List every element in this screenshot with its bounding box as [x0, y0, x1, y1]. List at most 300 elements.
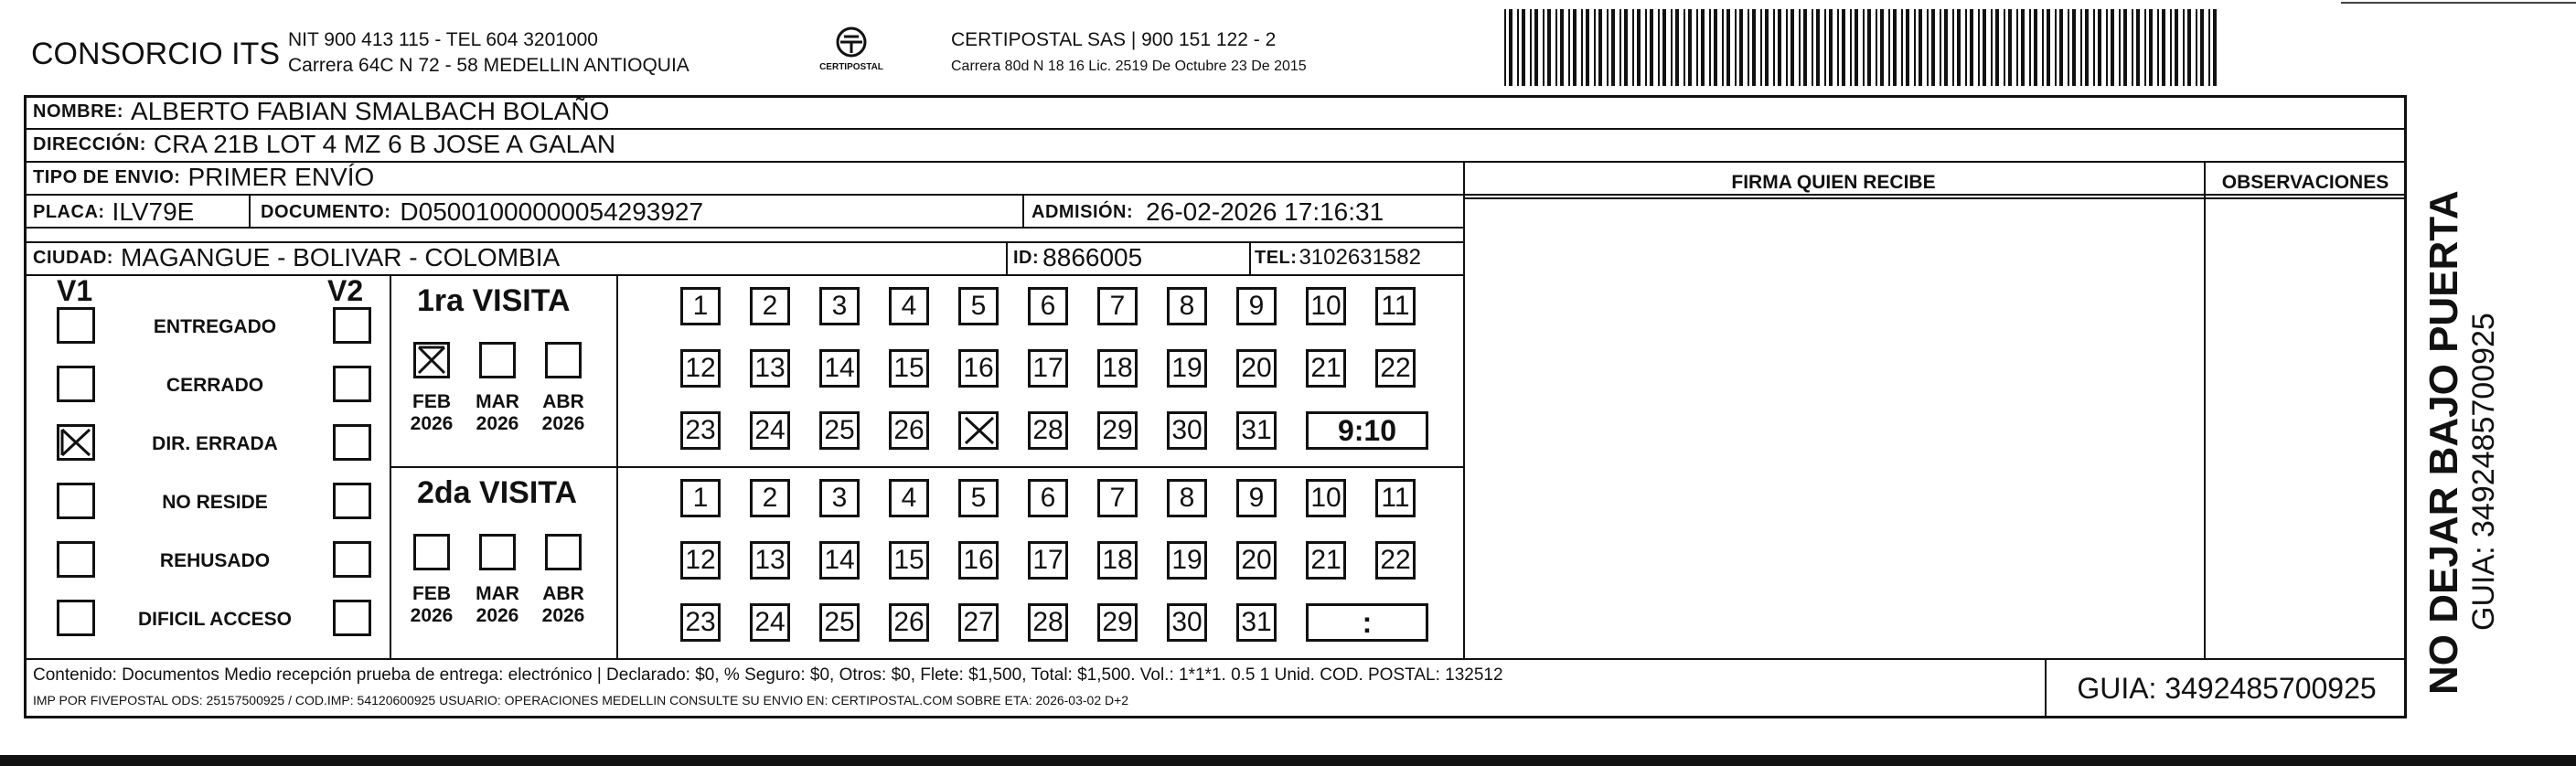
barcode-bar — [2021, 9, 2025, 86]
year-label: 2026 — [541, 605, 585, 626]
day-number: 23 — [685, 607, 716, 637]
barcode-bar — [2098, 9, 2101, 86]
day-box[interactable] — [1028, 541, 1068, 580]
barcode-bar — [1816, 9, 1820, 86]
day-box[interactable] — [1306, 541, 1346, 580]
visit-title: 2da VISITA — [417, 475, 578, 510]
day-box[interactable] — [1028, 411, 1068, 450]
day-box[interactable] — [1306, 479, 1346, 517]
day-number: 26 — [893, 415, 925, 445]
barcode-bar — [1517, 9, 1519, 86]
day-number: 25 — [824, 415, 855, 445]
month-label: ABR — [542, 583, 584, 604]
v2-checkbox[interactable] — [333, 541, 371, 578]
day-number: 18 — [1102, 545, 1133, 575]
month-checkbox[interactable] — [545, 534, 582, 570]
placa-value: ILV79E — [112, 197, 195, 226]
day-number: 24 — [754, 415, 786, 445]
day-box[interactable] — [819, 479, 860, 517]
day-box[interactable] — [1028, 349, 1068, 388]
barcode-bar — [1837, 9, 1839, 86]
day-box[interactable] — [889, 479, 929, 517]
day-box[interactable] — [1167, 411, 1207, 450]
day-box[interactable] — [750, 287, 790, 325]
logo-text: CERTIPOSTAL — [819, 62, 883, 72]
barcode-bar — [2157, 9, 2159, 86]
day-box[interactable] — [1167, 287, 1207, 325]
barcode-bar — [1888, 9, 1890, 86]
status-label: DIR. ERRADA — [152, 433, 278, 454]
barcode-bar — [1573, 9, 1577, 86]
footer-content: Contenido: Documentos Medio recepción prueba de entrega: electrónico | Declarado: $0, % Seguro: $0, Otros: $0, Flete: $1,500, Total: $1,500. Vol.: 1*1*1. 0.5 1 Unid. COD. POSTAL: 132512 — [33, 665, 1503, 685]
barcode-bar — [1790, 9, 1794, 86]
day-box[interactable] — [889, 411, 929, 450]
carrier-address: Carrera 80d N 18 16 Lic. 2519 De Octubre 23 De 2015 — [951, 59, 1307, 74]
day-box[interactable] — [819, 411, 860, 450]
day-box[interactable] — [819, 349, 860, 388]
barcode-bar — [2008, 9, 2012, 86]
day-box[interactable] — [958, 541, 999, 580]
day-box[interactable] — [1097, 287, 1138, 325]
barcode-bar — [1991, 9, 1993, 86]
day-box[interactable] — [1375, 287, 1416, 325]
barcode-bar — [1824, 9, 1826, 86]
v1-checkbox[interactable] — [57, 600, 95, 636]
barcode-bar — [2149, 9, 2153, 86]
day-number: 12 — [685, 545, 716, 575]
barcode-bar — [2055, 9, 2057, 86]
barcode-bar — [1637, 9, 1641, 86]
admision-value: 26-02-2026 17:16:31 — [1146, 197, 1384, 226]
barcode-bar — [2123, 9, 2127, 86]
day-box[interactable] — [1375, 479, 1416, 517]
day-box[interactable] — [1375, 541, 1416, 580]
v1-checkbox[interactable] — [57, 366, 95, 402]
barcode-bar — [1683, 9, 1685, 86]
day-number: 1 — [692, 483, 709, 513]
day-number: 10 — [1310, 291, 1341, 321]
day-number: 24 — [754, 607, 786, 637]
barcode-bar — [1876, 9, 1877, 86]
month-label: MAR — [476, 391, 519, 412]
day-box[interactable] — [958, 411, 999, 450]
day-box[interactable] — [680, 603, 721, 642]
barcode-bar — [1658, 9, 1660, 86]
month-checkbox[interactable] — [479, 342, 516, 378]
barcode-bar — [2132, 9, 2133, 86]
day-box[interactable] — [1167, 603, 1207, 642]
time-box[interactable] — [1306, 411, 1428, 450]
day-box[interactable] — [958, 603, 999, 642]
barcode-bar — [1645, 9, 1647, 86]
top-right-dashes — [2341, 2, 2576, 4]
day-number: 8 — [1179, 483, 1195, 513]
day-box[interactable] — [1097, 603, 1138, 642]
barcode-bar — [2068, 9, 2069, 86]
month-checkbox[interactable] — [413, 342, 450, 378]
day-number: 19 — [1171, 353, 1202, 383]
barcode-bar — [1739, 9, 1743, 86]
barcode-bar — [2085, 9, 2089, 86]
day-box[interactable] — [1028, 479, 1068, 517]
id-label: ID: — [1013, 247, 1040, 268]
barcode-bar — [2059, 9, 2063, 86]
day-box[interactable] — [680, 411, 721, 450]
day-number: 9 — [1248, 291, 1265, 321]
visit-title: 1ra VISITA — [417, 283, 571, 318]
barcode-bar — [1842, 9, 1845, 86]
barcode-bar — [1931, 9, 1935, 86]
barcode-bar — [1522, 9, 1525, 86]
barcode-bar — [1901, 9, 1903, 86]
day-number: 15 — [893, 353, 925, 383]
day-box[interactable] — [958, 287, 999, 325]
v2-checkbox[interactable] — [333, 600, 371, 636]
day-number: 4 — [901, 483, 917, 513]
barcode-bar — [2136, 9, 2140, 86]
barcode-bar — [1607, 9, 1609, 86]
barcode-bar — [1696, 9, 1698, 86]
day-box[interactable] — [958, 479, 999, 517]
day-number: 5 — [970, 483, 987, 513]
day-box[interactable] — [750, 411, 790, 450]
day-box[interactable] — [1097, 349, 1138, 388]
barcode-bar — [1812, 9, 1813, 86]
check-x-icon — [59, 427, 92, 458]
barcode-icon — [1504, 7, 2222, 88]
barcode-bar — [1619, 9, 1621, 86]
status-label: ENTREGADO — [153, 316, 277, 337]
tipo-envio-value: PRIMER ENVÍO — [187, 163, 375, 191]
nombre-label: NOMBRE: — [33, 101, 124, 122]
barcode-bar — [1662, 9, 1666, 86]
day-box[interactable] — [750, 479, 790, 517]
barcode-bar — [1867, 9, 1871, 86]
barcode-bar — [2106, 9, 2108, 86]
barcode-bar — [1543, 9, 1545, 86]
day-number: 2 — [762, 483, 778, 513]
barcode-bar — [1803, 9, 1807, 86]
barcode-bar — [1978, 9, 1980, 86]
day-number: 17 — [1032, 545, 1064, 575]
barcode-bar — [1799, 9, 1801, 86]
documento-label: DOCUMENTO: — [261, 201, 391, 222]
day-box[interactable] — [750, 349, 790, 388]
month-label: ABR — [542, 391, 584, 412]
barcode — [1504, 7, 2222, 88]
day-number: 14 — [824, 545, 855, 575]
day-number: 21 — [1310, 353, 1341, 383]
barcode-bar — [2034, 9, 2037, 86]
day-number: 22 — [1380, 545, 1411, 575]
day-box[interactable] — [680, 479, 721, 517]
month-label: FEB — [412, 391, 451, 412]
year-label: 2026 — [541, 413, 585, 434]
barcode-bar — [2111, 9, 2114, 86]
barcode-bar — [1598, 9, 1602, 86]
barcode-bar — [1919, 9, 1922, 86]
day-number: 10 — [1310, 483, 1341, 513]
barcode-bar — [1581, 9, 1583, 86]
barcode-bar — [1675, 9, 1679, 86]
barcode-bar — [2175, 9, 2178, 86]
year-label: 2026 — [410, 413, 454, 434]
barcode-bar — [1863, 9, 1865, 86]
barcode-bar — [2162, 9, 2165, 86]
v2-checkbox[interactable] — [333, 483, 371, 519]
day-number: 6 — [1040, 483, 1056, 513]
day-number: 30 — [1171, 415, 1202, 445]
day-box[interactable] — [1375, 349, 1416, 388]
barcode-bar — [1786, 9, 1788, 86]
barcode-bar — [1632, 9, 1634, 86]
year-label: 2026 — [410, 605, 454, 626]
day-box[interactable] — [1167, 479, 1207, 517]
barcode-bar — [1748, 9, 1749, 86]
barcode-bar — [1709, 9, 1711, 86]
barcode-bar — [1560, 9, 1564, 86]
day-box[interactable] — [958, 349, 999, 388]
day-box[interactable] — [889, 287, 929, 325]
side-guia: GUIA: 3492485700925 — [2466, 313, 2501, 631]
day-number: 19 — [1171, 545, 1202, 575]
company-name: CONSORCIO ITS — [31, 37, 281, 71]
day-number: 29 — [1102, 607, 1133, 637]
barcode-bar — [1778, 9, 1781, 86]
day-number: 27 — [963, 607, 994, 637]
barcode-bar — [1983, 9, 1986, 86]
day-box[interactable] — [1167, 541, 1207, 580]
check-x-icon — [961, 413, 996, 448]
day-number: 25 — [824, 607, 855, 637]
barcode-bar — [1995, 9, 1999, 86]
barcode-bar — [1970, 9, 1973, 86]
placa-label: PLACA: — [33, 201, 105, 222]
company-nit: NIT 900 413 115 - TEL 604 3201000 — [288, 29, 598, 50]
id-value: 8866005 — [1042, 243, 1143, 271]
v2-header: V2 — [327, 274, 364, 307]
barcode-bar — [1906, 9, 1909, 86]
day-box[interactable] — [1097, 479, 1138, 517]
year-label: 2026 — [476, 605, 519, 626]
barcode-bar — [1611, 9, 1615, 86]
direccion-value: CRA 21B LOT 4 MZ 6 B JOSE A GALAN — [153, 130, 616, 158]
day-number: 4 — [901, 291, 917, 321]
barcode-bar — [2072, 9, 2076, 86]
barcode-bar — [1927, 9, 1929, 86]
barcode-bar — [1547, 9, 1551, 86]
status-label: NO RESIDE — [162, 492, 268, 513]
barcode-bar — [2208, 9, 2210, 86]
month-label: MAR — [476, 583, 519, 604]
day-number: 7 — [1109, 483, 1126, 513]
firma-header: FIRMA QUIEN RECIBE — [1731, 172, 1936, 193]
day-number: 13 — [754, 353, 786, 383]
barcode-bar — [2029, 9, 2031, 86]
barcode-bar — [1765, 9, 1769, 86]
barcode-bar — [1671, 9, 1673, 86]
barcode-bar — [1944, 9, 1948, 86]
tel-label: TEL: — [1255, 247, 1298, 268]
barcode-bar — [1773, 9, 1775, 86]
day-box[interactable] — [819, 287, 860, 325]
day-number: 17 — [1032, 353, 1064, 383]
barcode-bar — [1586, 9, 1589, 86]
day-box[interactable] — [750, 541, 790, 580]
tipo-envio-label: TIPO DE ENVIO: — [33, 166, 181, 187]
v1-checkbox[interactable] — [57, 483, 95, 519]
v2-checkbox[interactable] — [333, 424, 371, 461]
barcode-bar — [1735, 9, 1737, 86]
day-box[interactable] — [1028, 287, 1068, 325]
barcode-bar — [1965, 9, 1967, 86]
day-box[interactable] — [1028, 603, 1068, 642]
day-number: 9 — [1248, 483, 1265, 513]
barcode-bar — [1952, 9, 1954, 86]
barcode-bar — [1568, 9, 1570, 86]
day-number: 12 — [685, 353, 716, 383]
month-checkbox[interactable] — [545, 342, 582, 378]
footer-guia-box — [2045, 660, 2407, 717]
barcode-bar — [1893, 9, 1897, 86]
barcode-bar — [1850, 9, 1852, 86]
v1-header: V1 — [57, 274, 93, 307]
day-number: 16 — [963, 353, 994, 383]
direccion-label: DIRECCIÓN: — [33, 133, 146, 154]
day-number: 20 — [1241, 545, 1272, 575]
day-box[interactable] — [1097, 541, 1138, 580]
barcode-bar — [1714, 9, 1717, 86]
day-number: 18 — [1102, 353, 1133, 383]
day-box[interactable] — [1236, 603, 1277, 642]
barcode-bar — [1509, 9, 1512, 86]
status-label: REHUSADO — [159, 550, 271, 571]
day-box[interactable] — [819, 603, 860, 642]
v2-checkbox[interactable] — [333, 307, 371, 344]
time-box[interactable] — [1306, 603, 1428, 642]
day-number: 16 — [963, 545, 994, 575]
tel-value: 3102631582 — [1299, 245, 1421, 270]
day-box[interactable] — [1306, 349, 1346, 388]
barcode-bar — [1752, 9, 1756, 86]
company-address: Carrera 64C N 72 - 58 MEDELLIN ANTIOQUIA — [288, 55, 689, 76]
day-box[interactable] — [889, 541, 929, 580]
barcode-bar — [2200, 9, 2204, 86]
barcode-bar — [1957, 9, 1961, 86]
day-box[interactable] — [1236, 349, 1277, 388]
day-box[interactable] — [1097, 411, 1138, 450]
day-box[interactable] — [680, 287, 721, 325]
day-box[interactable] — [1306, 287, 1346, 325]
check-x-icon — [416, 345, 447, 376]
time-value: : — [1362, 605, 1373, 639]
day-number: 11 — [1381, 291, 1410, 321]
day-number: 6 — [1040, 291, 1056, 321]
barcode-bar — [1855, 9, 1858, 86]
day-number: 28 — [1032, 415, 1064, 445]
day-number: 29 — [1102, 415, 1133, 445]
day-box[interactable] — [680, 541, 721, 580]
day-box[interactable] — [680, 349, 721, 388]
day-box[interactable] — [819, 541, 860, 580]
v1-checkbox[interactable] — [57, 424, 95, 461]
day-box[interactable] — [1236, 479, 1277, 517]
year-label: 2026 — [476, 413, 519, 434]
v1-checkbox[interactable] — [57, 541, 95, 578]
barcode-bar — [2119, 9, 2121, 86]
footer-guia: GUIA: 3492485700925 — [2077, 671, 2377, 705]
day-number: 28 — [1032, 607, 1064, 637]
month-checkbox[interactable] — [413, 534, 450, 570]
barcode-bar — [2187, 9, 2191, 86]
day-number: 14 — [824, 353, 855, 383]
barcode-bar — [1760, 9, 1762, 86]
day-number: 22 — [1380, 353, 1411, 383]
day-box[interactable] — [1236, 287, 1277, 325]
barcode-bar — [1688, 9, 1692, 86]
barcode-bar — [2183, 9, 2185, 86]
barcode-bar — [1504, 9, 1506, 86]
barcode-bar — [1701, 9, 1705, 86]
day-box[interactable] — [1167, 349, 1207, 388]
day-number: 15 — [893, 545, 925, 575]
nombre-value: ALBERTO FABIAN SMALBACH BOLAÑO — [131, 97, 610, 125]
barcode-bar — [2144, 9, 2146, 86]
barcode-bar — [2080, 9, 2082, 86]
footer-imp: IMP POR FIVEPOSTAL ODS: 25157500925 / COD.IMP: 54120600925 USUARIO: OPERACIONES MEDELLIN CONSULTE SU ENVIO EN: CERTIPOSTAL.COM SOBRE ETA: 2026-03-02 D+2 — [33, 693, 1129, 707]
observaciones-header: OBSERVACIONES — [2221, 172, 2389, 193]
barcode-bar — [1722, 9, 1724, 86]
day-number: 3 — [831, 483, 848, 513]
status-label: DIFICIL ACCESO — [137, 609, 292, 630]
month-checkbox[interactable] — [479, 534, 516, 570]
barcode-bar — [2196, 9, 2197, 86]
day-number: 13 — [754, 545, 786, 575]
status-label: CERRADO — [166, 375, 264, 396]
v1-checkbox[interactable] — [57, 307, 95, 344]
day-number: 31 — [1241, 607, 1272, 637]
day-number: 2 — [762, 291, 778, 321]
bottom-edge-bar — [0, 755, 2576, 766]
day-box[interactable] — [750, 603, 790, 642]
v2-checkbox[interactable] — [333, 366, 371, 402]
no-dejar-bajo-puerta: NO DEJAR BAJO PUERTA — [2421, 190, 2466, 695]
day-box[interactable] — [1236, 541, 1277, 580]
certipostal-logo — [807, 22, 895, 75]
ciudad-label: CIUDAD: — [33, 247, 113, 268]
ciudad-value: MAGANGUE - BOLIVAR - COLOMBIA — [120, 243, 561, 271]
day-number: 26 — [893, 607, 925, 637]
day-number: 7 — [1109, 291, 1126, 321]
day-number: 30 — [1171, 607, 1202, 637]
day-number: 21 — [1310, 545, 1341, 575]
day-box[interactable] — [889, 349, 929, 388]
barcode-bar — [1726, 9, 1730, 86]
barcode-bar — [1829, 9, 1833, 86]
barcode-bar — [2004, 9, 2005, 86]
day-box[interactable] — [1236, 411, 1277, 450]
day-number: 23 — [685, 415, 716, 445]
barcode-bar — [2047, 9, 2050, 86]
barcode-bar — [2016, 9, 2018, 86]
barcode-bar — [1530, 9, 1532, 86]
barcode-bar — [1594, 9, 1596, 86]
day-number: 5 — [970, 291, 987, 321]
month-label: FEB — [412, 583, 451, 604]
day-box[interactable] — [889, 603, 929, 642]
time-value: 9:10 — [1337, 413, 1397, 447]
barcode-bar — [1940, 9, 1941, 86]
